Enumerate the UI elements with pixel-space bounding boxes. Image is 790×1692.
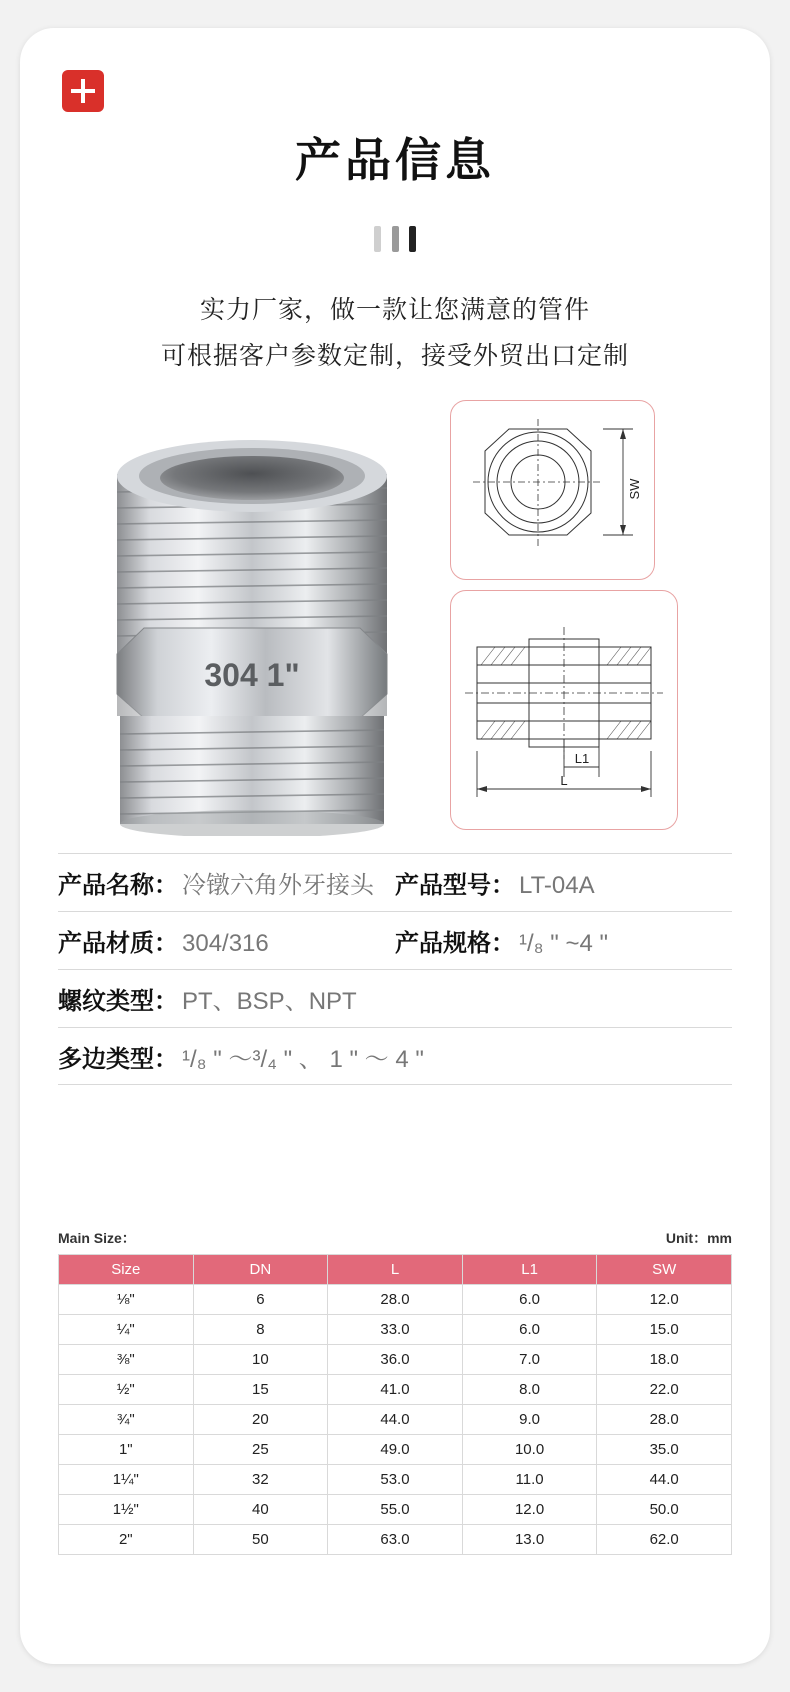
spec-row-thread — [58, 969, 732, 1027]
cell-dn: 10 — [193, 1345, 328, 1375]
main-size-table — [58, 1254, 732, 1555]
spec-value-product-name: 冷镦六角外牙接头 — [182, 872, 374, 899]
decorative-bars — [20, 226, 770, 252]
table-row — [59, 1285, 732, 1315]
diagram-l-label: L — [560, 773, 568, 788]
cell-sw: 35.0 — [597, 1435, 732, 1465]
col-l1: L1 — [462, 1255, 597, 1285]
spec-polygon-type — [58, 1039, 732, 1074]
cell-l1: 12.0 — [462, 1495, 597, 1525]
cell-l1: 7.0 — [462, 1345, 597, 1375]
spec-label-polygon-type: 多边类型： — [58, 1045, 178, 1073]
cell-size: 1" — [59, 1435, 194, 1465]
bar-3 — [409, 226, 416, 252]
col-sw: SW — [597, 1255, 732, 1285]
table-row — [59, 1345, 732, 1375]
cell-sw: 50.0 — [597, 1495, 732, 1525]
spec-value-thread-type: PT、BSP、NPT — [182, 988, 357, 1015]
cell-size: ¾" — [59, 1405, 194, 1435]
main-size-table-wrap — [58, 1228, 732, 1555]
cell-l: 53.0 — [328, 1465, 463, 1495]
diagram-sw-label: SW — [627, 478, 642, 500]
cell-size: ½" — [59, 1375, 194, 1405]
table-row — [59, 1315, 732, 1345]
col-size: Size — [59, 1255, 194, 1285]
cell-l1: 6.0 — [462, 1285, 597, 1315]
table-row — [59, 1435, 732, 1465]
cell-size: ⅜" — [59, 1345, 194, 1375]
spec-row-polygon — [58, 1027, 732, 1085]
spec-label-product-material: 产品材质： — [58, 930, 178, 957]
cell-l1: 8.0 — [462, 1375, 597, 1405]
product-info-card — [20, 28, 770, 1664]
cell-l1: 9.0 — [462, 1405, 597, 1435]
spec-label-product-size: 产品规格： — [395, 930, 515, 957]
spec-row-material-size — [58, 911, 732, 969]
cell-dn: 25 — [193, 1435, 328, 1465]
spec-list — [58, 853, 732, 1085]
col-dn: DN — [193, 1255, 328, 1285]
spec-product-size — [395, 923, 732, 958]
cell-l: 49.0 — [328, 1435, 463, 1465]
cell-l: 63.0 — [328, 1525, 463, 1555]
table-caption — [58, 1228, 732, 1248]
spec-product-name — [58, 865, 395, 900]
cell-sw: 12.0 — [597, 1285, 732, 1315]
cell-sw: 15.0 — [597, 1315, 732, 1345]
cell-dn: 50 — [193, 1525, 328, 1555]
spec-label-thread-type: 螺纹类型： — [58, 988, 178, 1015]
cell-dn: 15 — [193, 1375, 328, 1405]
cell-l1: 11.0 — [462, 1465, 597, 1495]
table-row — [59, 1495, 732, 1525]
cell-l1: 10.0 — [462, 1435, 597, 1465]
bar-2 — [392, 226, 399, 252]
table-row — [59, 1465, 732, 1495]
table-row — [59, 1405, 732, 1435]
cell-sw: 28.0 — [597, 1405, 732, 1435]
table-header-row — [59, 1255, 732, 1285]
cell-l: 28.0 — [328, 1285, 463, 1315]
table-body — [59, 1285, 732, 1555]
cell-l: 41.0 — [328, 1375, 463, 1405]
spec-label-product-name: 产品名称： — [58, 872, 178, 899]
subtitle-line-2: 可根据客户参数定制，接受外贸出口定制 — [160, 342, 629, 370]
cell-dn: 32 — [193, 1465, 328, 1495]
page-title: 产品信息 — [295, 134, 495, 186]
spec-label-product-model: 产品型号： — [395, 872, 515, 899]
spec-product-model — [395, 865, 732, 900]
spec-value-product-size: ¹/₈ " ~4 " — [519, 930, 609, 957]
cell-sw: 18.0 — [597, 1345, 732, 1375]
table-caption-left: Main Size： — [58, 1230, 136, 1246]
product-photo — [72, 396, 432, 836]
cell-size: 1½" — [59, 1495, 194, 1525]
diagram-end-view — [450, 400, 655, 580]
cell-size: ¼" — [59, 1315, 194, 1345]
product-marking: 304 1" — [204, 657, 300, 693]
table-row — [59, 1525, 732, 1555]
spec-thread-type — [58, 981, 732, 1016]
cell-size: ⅛" — [59, 1285, 194, 1315]
spec-value-polygon-type: ¹/₈ " ～³/₄ " 、 1 " ～ 4 " — [182, 1045, 424, 1073]
cell-l1: 13.0 — [462, 1525, 597, 1555]
spec-value-product-material: 304/316 — [182, 930, 269, 957]
spec-value-product-model: LT-04A — [519, 872, 595, 899]
cell-size: 1¼" — [59, 1465, 194, 1495]
plus-logo-icon — [62, 70, 104, 112]
spec-product-material — [58, 923, 395, 958]
cell-l1: 6.0 — [462, 1315, 597, 1345]
cell-dn: 20 — [193, 1405, 328, 1435]
table-row — [59, 1375, 732, 1405]
cell-sw: 44.0 — [597, 1465, 732, 1495]
cell-dn: 6 — [193, 1285, 328, 1315]
cell-l: 33.0 — [328, 1315, 463, 1345]
table-head — [59, 1255, 732, 1285]
cell-l: 55.0 — [328, 1495, 463, 1525]
cell-size: 2" — [59, 1525, 194, 1555]
col-l: L — [328, 1255, 463, 1285]
cell-sw: 22.0 — [597, 1375, 732, 1405]
diagram-section-view — [450, 590, 678, 830]
table-caption-right: Unit：mm — [665, 1230, 732, 1246]
diagram-l1-label: L1 — [574, 751, 590, 766]
cell-dn: 8 — [193, 1315, 328, 1345]
cell-l: 36.0 — [328, 1345, 463, 1375]
cell-dn: 40 — [193, 1495, 328, 1525]
subtitle-line-1: 实力厂家，做一款让您满意的管件 — [199, 296, 590, 324]
cell-l: 44.0 — [328, 1405, 463, 1435]
spec-row-name-model — [58, 853, 732, 911]
cell-sw: 62.0 — [597, 1525, 732, 1555]
bar-1 — [374, 226, 381, 252]
